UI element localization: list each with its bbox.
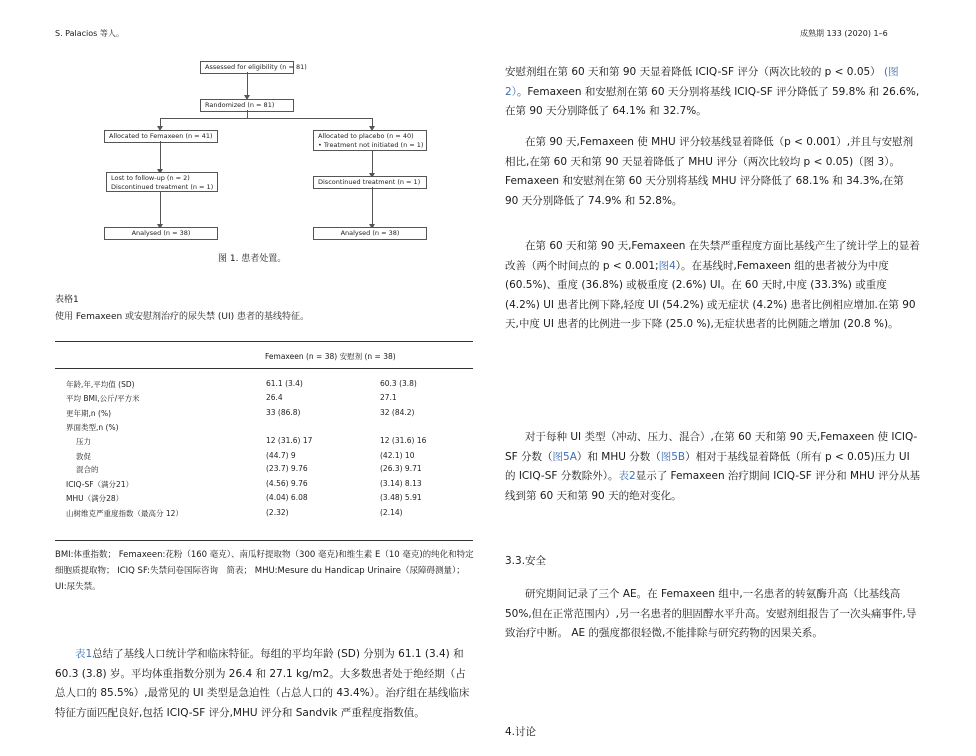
table-cell-femaxeen: (4.56) 9.76: [266, 479, 308, 488]
table-cell-placebo: (42.1) 10: [380, 451, 415, 460]
paragraph-iciq-sf: [505, 63, 920, 122]
section-heading-safety: 3.3.安全: [505, 555, 547, 567]
table-cell-placebo: 27.1: [380, 393, 397, 402]
paragraph-safety: 研究期间记录了三个 AE。在 Femaxeen 组中,一名患者的转氨酶升高（比基线高 50%,但在正常范围内）,另一名患者的胆固醇水平升高。安慰剂组报告了一次头痛事件,导致治疗中断。 AE 的强度都很轻微,不能排除与研究药物的因果关系。: [505, 588, 917, 639]
flow-discontinued-left-label: Discontinued treatment (n = 1): [111, 183, 214, 191]
table-cell-femaxeen: 26.4: [266, 393, 283, 402]
table-cell-placebo: 32 (84.2): [380, 408, 415, 417]
flow-treatment-not-initiated: • Treatment not initiated (n = 1): [318, 141, 424, 149]
table-2-link[interactable]: 表2: [618, 470, 636, 482]
flow-connector: [372, 187, 373, 226]
flow-connector: [372, 151, 373, 175]
table-row-label: 更年期,n (%): [66, 409, 111, 418]
running-header-left: S. Palacios 等人。: [55, 29, 124, 38]
flow-connector: [160, 118, 373, 119]
table-row-label: 压力: [76, 437, 91, 446]
table-cell-femaxeen: 33 (86.8): [266, 408, 301, 417]
paragraph-severity: [505, 237, 920, 335]
paragraph-mhu: 在第 90 天,Femaxeen 使 MHU 评分较基线显着降低（p < 0.001）,并且与安慰剂相比,在第 60 天和第 90 天显着降低了 MHU 评分（两次比较均 p < 0.05)（图 3）。Femaxeen 和安慰剂在第 60 天分别将基线 MHU 评分降低了 68.1% 和 34.3%,在第 90 天分别降低了 74.9% 和 52.8%。: [505, 136, 914, 207]
paragraph-text: 对于每种 UI 类型（冲动、压力、混合）,在第 60 天和第 90 天,Femaxeen 使 ICIQ-SF 分数（: [505, 431, 918, 463]
table-row-label: ICIQ-SF（满分21）: [66, 480, 134, 489]
table-header-rule: [55, 368, 473, 369]
table-footnote: BMI:体重指数； Femaxeen:花粉（160 毫克）、南瓜籽提取物（300 毫克)和维生素 E（10 毫克)的纯化和特定细胞质提取物； ICIQ SF:失禁问卷国际咨询 简表； MHU:Mesure du Handicap Urinaire（尿障碍测量）； UI:尿失禁。: [55, 550, 474, 592]
table-row-label: 山树维克严重度指数（最高分 12）: [66, 509, 183, 518]
figure-5a-link[interactable]: 图5A: [552, 450, 577, 463]
paragraph-text: ）。在基线时,Femaxeen 组的患者被分为中度 (60.5%)、重度 (36.8%) 或极重度 (2.6%) UI。在 60 天时,中度 (33.3%) 或重度 (4.2%) UI 患者比例下降,轻度 UI (54.2%) 或无症状 (4.2%) 患者比例相应增加.在第 90 天,中度 UI 患者的比例进一步下降 (25.0 %),无症状患者的比例随之增加 (20.8 %)。: [505, 259, 916, 330]
flow-connector: [247, 110, 248, 118]
flow-allocated-placebo-box: [313, 130, 427, 151]
flow-lost-followup-label: Lost to follow-up (n = 2): [111, 174, 190, 182]
flow-assessed-box: Assessed for eligibility (n = 81): [200, 61, 294, 74]
table-cell-femaxeen: (2.32): [266, 508, 289, 517]
table-row-label: MHU（满分28）: [66, 494, 124, 503]
flow-analysed-left-box: Analysed (n = 38): [104, 227, 218, 240]
table-cell-placebo: (2.14): [380, 508, 403, 517]
flow-connector: [160, 192, 161, 226]
paragraph-text: 显示了 Femaxeen 治疗期间 ICIQ-SF 评分和 MHU 评分从基线到第 60 天和第 90 天的绝对变化。: [505, 470, 920, 502]
flow-discontinued-right-box: Discontinued treatment (n = 1): [313, 176, 427, 189]
table-1-link[interactable]: 表1: [75, 648, 93, 660]
table-cell-placebo: 60.3 (3.8): [380, 379, 417, 388]
paragraph-text: 安慰剂组在第 60 天和第 90 天显着降低 ICIQ-SF 评分（两次比较的 p < 0.05）: [505, 66, 881, 78]
table-row-label: 年龄,年,平均值 (SD): [66, 380, 135, 389]
flow-allocated-femaxeen-box: Allocated to Femaxeen (n = 41): [104, 130, 218, 143]
table-cell-placebo: (26.3) 9.71: [380, 464, 422, 473]
table-label: 表格1: [55, 295, 79, 305]
paragraph-text: ）相对于基线显着降低（所有 p < 0.05)压力 UI 的 ICIQ-SF 分数除外）。: [505, 450, 910, 482]
table-row-label: 界面类型,n (%): [66, 423, 119, 432]
paragraph-text: 在第 60 天和第 90 天,Femaxeen 在失禁严重程度方面比基线产生了统计学上的显着改善（两个时间点的 p < 0.001;: [505, 240, 920, 272]
table-cell-placebo: (3.14) 8.13: [380, 479, 422, 488]
table-row-label: 混合的: [76, 465, 99, 474]
table-cell-femaxeen: 12 (31.6) 17: [266, 436, 313, 445]
paragraph-text: 。Femaxeen 和安慰剂在第 60 天分别将基线 ICIQ-SF 评分降低了 59.8% 和 26.6%,在第 90 天分别降低了 64.1% 和 32.7%。: [505, 85, 920, 117]
table-cell-placebo: 12 (31.6) 16: [380, 436, 427, 445]
table-bottom-rule: [55, 540, 473, 541]
table-cell-femaxeen: (4.04) 6.08: [266, 493, 308, 502]
flow-connector: [247, 72, 248, 96]
table-title: 使用 Femaxeen 或安慰剂治疗的尿失禁 (UI) 患者的基线特征。: [55, 312, 310, 322]
figure-caption: 图 1. 患者处置。: [218, 254, 287, 264]
table-row-label: 平均 BMI,公斤/平方米: [66, 394, 140, 403]
flow-lost-followup-box: [106, 172, 218, 192]
flow-randomized-box: Randomized (n = 81): [200, 99, 294, 112]
section-heading-discussion: 4.讨论: [505, 726, 537, 738]
paragraph-ui-type: [505, 428, 920, 506]
flow-analysed-right-box: Analysed (n = 38): [313, 227, 427, 240]
table-cell-placebo: (3.48) 5.91: [380, 493, 422, 502]
paragraph-text: ）和 MHU 分数（: [576, 450, 661, 463]
table-cell-femaxeen: (44.7) 9: [266, 451, 296, 460]
flow-connector: [160, 141, 161, 170]
figure-5b-link[interactable]: 图5B: [660, 450, 686, 463]
figure-4-link[interactable]: 图4: [658, 259, 676, 272]
figure-2-link[interactable]: (图2）: [505, 66, 899, 98]
running-header-right: 成熟期 133 (2020) 1–6: [800, 29, 888, 38]
table-cell-femaxeen: 61.1 (3.4): [266, 379, 303, 388]
table-top-rule: [55, 341, 473, 342]
table-column-header: Femaxeen (n = 38) 安慰剂 (n = 38): [265, 352, 396, 361]
table-row-label: 敦促: [76, 452, 91, 461]
table-cell-femaxeen: (23.7) 9.76: [266, 464, 308, 473]
paragraph-baseline-summary: [55, 645, 473, 723]
flow-allocated-placebo-label: Allocated to placebo (n = 40): [318, 132, 414, 140]
paragraph-text: 总结了基线人口统计学和临床特征。每组的平均年龄 (SD) 分别为 61.1 (3.4) 和 60.3 (3.8) 岁。平均体重指数分别为 26.4 和 27.1 kg/m2。大多数患者处于绝经期（占总人口的 85.5%）,最常见的 UI 类型是急迫性（占总人口的 43.4%）。治疗组在基线临床特征方面匹配良好,包括 ICIQ-SF 评分,MHU 评分和 Sandvik 严重程度指数值。: [55, 648, 470, 719]
